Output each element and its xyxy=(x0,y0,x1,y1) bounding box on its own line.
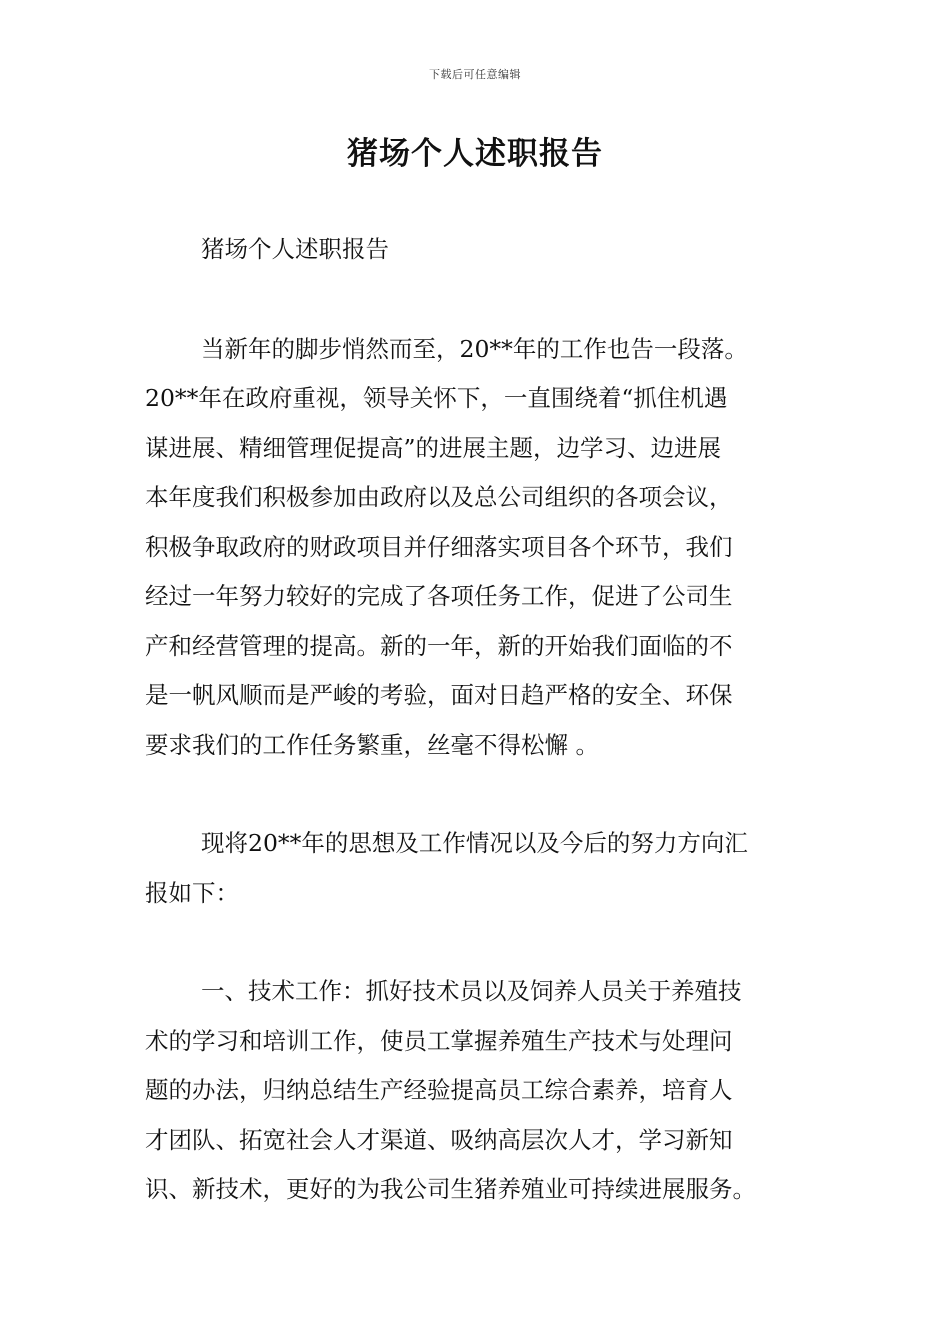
document-title: 猪场个人述职报告 xyxy=(347,136,603,172)
paragraph-technical-work: 一、技术工作：抓好技术员以及饲养人员关于养殖技 术的学习和培训工作，使员工掌握养殖生产技术与处理问 题的办法，归纳总结生产经验提高员工综合素养，培育人 才团队、拓宽社会人才渠道、吸纳高层次人才，学习新知 识、新技术，更好的为我公司生猪养殖业可持续进展服务。 xyxy=(145,977,756,1203)
paragraph-intro: 当新年的脚步悄然而至，20**年的工作也告一段落。 20**年在政府重视，领导关怀下，一直围绕着“抓住机遇 谋进展、精细管理促提高”的进展主题，边学习、边进展 本年度我们积极参加由政府以及总公司组织的各项会议， 积极争取政府的财政项目并仔细落实项目各个环节，我们 经过一年努力较好的完成了各项任务工作，促进了公司生 产和经营管理的提高。新的一年，新的开始我们面临的不 是一帆风顺而是严峻的考验，面对日趋严格的安全、环保 要求我们的工作任务繁重，丝毫不得松懈 。 xyxy=(145,334,748,759)
paragraph-report-lead: 现将20**年的思想及工作情况以及今后的努力方向汇 报如下： xyxy=(145,829,748,907)
paragraph-subtitle: 猪场个人述职报告 xyxy=(201,235,389,263)
header-note: 下载后可任意编辑 xyxy=(429,68,521,81)
document-body xyxy=(145,225,815,1265)
